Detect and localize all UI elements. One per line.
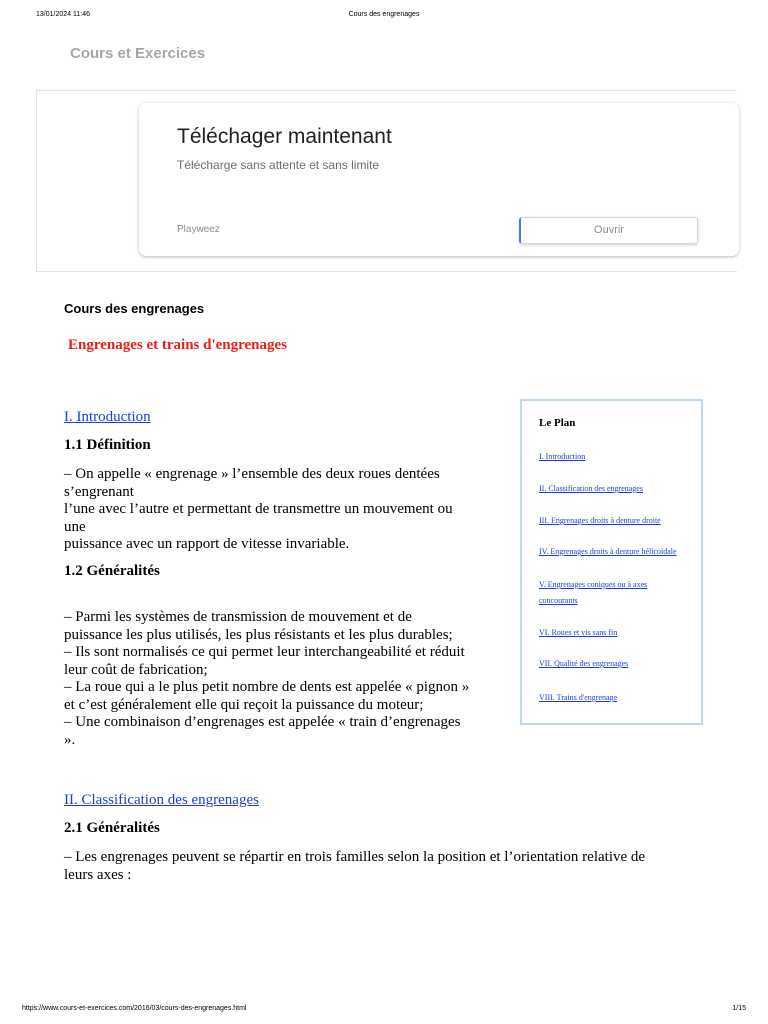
- text-line: l’une avec l’autre et permettant de transmettre un mouvement ou: [64, 501, 453, 517]
- plan-link-coniques-cont[interactable]: concourants: [539, 596, 578, 605]
- text-line: puissance avec un rapport de vitesse invariable.: [64, 536, 350, 552]
- site-title[interactable]: Cours et Exercices: [70, 45, 206, 62]
- text-line: leur coût de fabrication;: [64, 661, 208, 678]
- text-line: – Parmi les systèmes de transmission de mouvement et de: [64, 609, 412, 625]
- plan-link-denture-droite[interactable]: III. Engrenages droits à denture droite: [539, 516, 661, 525]
- text-line: – Ils sont normalisés ce qui permet leur interchangeabilité et réduit: [64, 644, 465, 660]
- plan-link-trains[interactable]: VIII. Trains d'engrenage: [539, 693, 618, 702]
- text-line: une: [64, 518, 86, 535]
- plan-box: [520, 399, 703, 725]
- ad-brand: Playweez: [177, 224, 220, 235]
- plan-link-qualite[interactable]: VII. Qualité des engrenages: [539, 659, 629, 668]
- print-url: https://www.cours-et-exercices.com/2016/03/cours-des-engrenages.html: [22, 1005, 247, 1012]
- text-line: puissance les plus utilisés, les plus résistants et les plus durables;: [64, 626, 453, 643]
- plan-link-classification[interactable]: II. Classification des engrenages: [539, 484, 643, 493]
- paragraph-classification: [64, 849, 645, 884]
- subsection-heading-generalites: 1.2 Généralités: [64, 563, 160, 579]
- ad-card[interactable]: [139, 103, 739, 256]
- subsection-heading-generalites-2: 2.1 Généralités: [64, 820, 160, 836]
- ad-headline[interactable]: Téléchager maintenant: [177, 125, 392, 148]
- ad-open-button[interactable]: Ouvrir: [519, 217, 698, 244]
- paragraph-definition: [64, 466, 453, 554]
- text-line: s’engrenant: [64, 483, 134, 500]
- section-heading-classification[interactable]: II. Classification des engrenages: [64, 792, 259, 808]
- print-datetime: 13/01/2024 11:46: [36, 11, 90, 18]
- article-title: Cours des engrenages: [64, 301, 205, 316]
- text-line: – Les engrenages peuvent se répartir en trois familles selon la position et l’orientation relative de: [64, 849, 646, 865]
- article-subtitle: Engrenages et trains d'engrenages: [68, 337, 288, 353]
- ad-subtext: Télécharge sans attente et sans limite: [177, 158, 380, 172]
- print-page-number: 1/15: [732, 1005, 746, 1012]
- print-page-title: Cours des engrenages: [348, 11, 420, 18]
- paragraph-generalites: [64, 609, 469, 749]
- subsection-heading-definition: 1.1 Définition: [64, 437, 151, 453]
- plan-link-coniques[interactable]: V. Engrenages coniques ou à axes: [539, 580, 648, 589]
- section-heading-introduction[interactable]: I. Introduction: [64, 409, 151, 425]
- plan-link-denture-helicoidale[interactable]: IV. Engrenages droits à denture hélicoïdale: [539, 547, 677, 556]
- text-line: et c’est généralement elle qui reçoit la puissance du moteur;: [64, 696, 424, 713]
- text-line: – La roue qui a le plus petit nombre de dents est appelée « pignon »: [64, 679, 470, 695]
- text-line: ».: [64, 731, 76, 748]
- plan-link-roues-vis[interactable]: VI. Roues et vis sans fin: [539, 628, 618, 637]
- text-line: leurs axes :: [64, 866, 132, 883]
- plan-link-introduction[interactable]: I. Introduction: [539, 452, 586, 461]
- text-line: – Une combinaison d’engrenages est appelée « train d’engrenages: [64, 714, 461, 730]
- text-line: – On appelle « engrenage » l’ensemble des deux roues dentées: [64, 466, 440, 482]
- plan-title: Le Plan: [539, 417, 576, 429]
